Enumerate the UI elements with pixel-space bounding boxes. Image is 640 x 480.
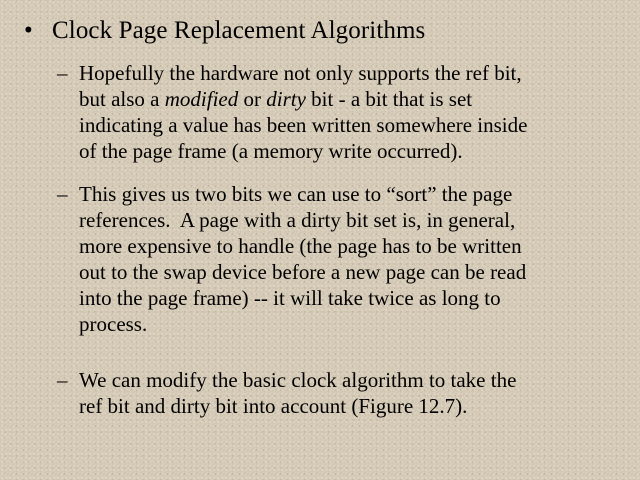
dash-icon: – bbox=[57, 368, 68, 392]
text-fragment: but also a bbox=[79, 87, 165, 111]
dash-icon: – bbox=[57, 61, 68, 85]
italic-term-modified: modified bbox=[164, 87, 239, 111]
slide-title: Clock Page Replacement Algorithms bbox=[52, 17, 426, 44]
text-line: process. bbox=[79, 312, 148, 336]
text-line: Hopefully the hardware not only supports the ref bit, bbox=[79, 61, 522, 85]
subitem-modify-clock bbox=[57, 367, 627, 419]
text-line: into the page frame) -- it will take twice as long to bbox=[79, 286, 501, 310]
text-line: This gives us two bits we can use to “sort” the page bbox=[79, 182, 513, 206]
text-line: out to the swap device before a new page can be read bbox=[79, 260, 527, 284]
text-line: We can modify the basic clock algorithm to take the bbox=[79, 368, 517, 392]
bullet-icon: • bbox=[24, 17, 33, 44]
main-bullet-row bbox=[24, 17, 425, 45]
subitem-text bbox=[79, 60, 627, 164]
dash-icon: – bbox=[57, 182, 68, 206]
text-line: ref bit and dirty bit into account (Figure 12.7). bbox=[79, 394, 468, 418]
subitem-hardware-support bbox=[57, 60, 627, 164]
text-line: more expensive to handle (the page has to be written bbox=[79, 234, 522, 258]
text-fragment: bit - a bit that is set bbox=[305, 87, 473, 111]
subitem-text bbox=[79, 367, 627, 419]
text-fragment: or bbox=[238, 87, 267, 111]
italic-term-dirty: dirty bbox=[266, 87, 306, 111]
text-line: references. A page with a dirty bit set is, in general, bbox=[79, 208, 516, 232]
subitem-text bbox=[79, 181, 627, 337]
subitem-two-bits bbox=[57, 181, 627, 337]
text-line bbox=[79, 86, 627, 112]
text-line: indicating a value has been written somewhere inside bbox=[79, 113, 528, 137]
text-line: of the page frame (a memory write occurred). bbox=[79, 139, 463, 163]
